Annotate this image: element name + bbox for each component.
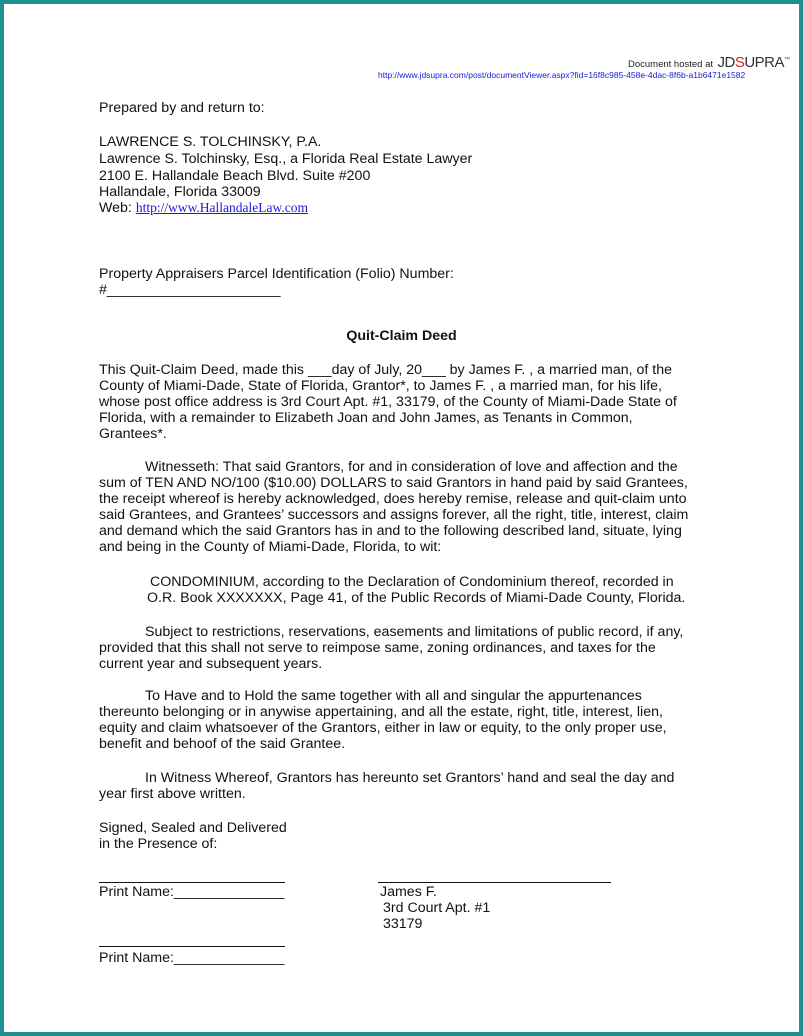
grantor-zip: 33179 [383,916,423,932]
jdsupra-logo: JDSUPRA™ [717,54,790,71]
grantor-address: 3rd Court Apt. #1 [383,900,491,916]
city-address: Hallandale, Florida 33009 [99,184,261,200]
witnesseth-line: and being in the County of Miami-Dade, Florida, to wit: [99,539,442,555]
subject-line: Subject to restrictions, reservations, easements and limitations of public record, if any, [145,624,684,640]
legal-description-line: O.R. Book XXXXXXX, Page 41, of the Public Records of Miami-Dade County, Florida. [147,590,686,606]
grantor-signature-line [378,882,611,883]
witness-signature-line-2 [99,946,285,947]
intro-line: whose post office address is 3rd Court Apt. #1, 33179, of the County of Miami-Dade State of [99,394,677,410]
document-title: Quit-Claim Deed [346,328,457,344]
witnesseth-line: Witnesseth: That said Grantors, for and in consideration of love and affection and the [145,459,678,475]
firm-name: LAWRENCE S. TOLCHINSKY, P.A. [99,134,322,150]
document-url-link[interactable]: http://www.jdsupra.com/post/documentViewer.aspx?fid=16f8c985-458e-4dac-8f6b-a1b6471e1582 [378,70,746,80]
intro-line: This Quit-Claim Deed, made this ___day of July, 20___ by James F. , a married man, of the [99,362,673,378]
intro-line: County of Miami-Dade, State of Florida, Grantor*, to James F. , a married man, for his life, [99,378,662,394]
subject-line: provided that this shall not serve to reimpose same, zoning ordinances, and taxes for the [99,640,656,656]
parcel-label: Property Appraisers Parcel Identification (Folio) Number: [99,266,454,282]
habendum-line: thereunto belonging or in anywise appertaining, and all the estate, right, title, interest, lien, [99,704,663,720]
prepared-label: Prepared by and return to: [99,100,265,116]
habendum-line: To Have and to Hold the same together with all and singular the appurtenances [145,688,642,704]
intro-line: Grantees*. [99,426,167,442]
print-name-field-2: Print Name:______________ [99,950,285,966]
grantor-name: James F. [380,884,437,900]
subject-line: current year and subsequent years. [99,656,323,672]
habendum-line: benefit and behoof of the said Grantee. [99,736,346,752]
web-label: Web: [99,200,132,216]
witnesseth-line: and demand which the said Grantors has in and to the following described land, situate, lying [99,523,682,539]
street-address: 2100 E. Hallandale Beach Blvd. Suite #200 [99,168,371,184]
signed-line: in the Presence of: [99,836,218,852]
witness-whereof-line: year first above written. [99,786,246,802]
web-row [99,200,308,216]
witnesseth-line: the receipt whereof is hereby acknowledged, does hereby remise, release and quit-claim unto [99,491,687,507]
legal-description-line: CONDOMINIUM, according to the Declaration of Condominium thereof, recorded in [150,574,674,590]
intro-line: Florida, with a remainder to Elizabeth Joan and John James, as Tenants in Common, [99,410,633,426]
witness-whereof-line: In Witness Whereof, Grantors has hereunto set Grantors’ hand and seal the day and [145,770,675,786]
signed-line: Signed, Sealed and Delivered [99,820,287,836]
habendum-line: equity and claim whatsoever of the Grantors, either in law or equity, to the only proper use, [99,720,667,736]
hosted-label: Document hosted at [628,59,714,70]
parcel-number-line: #______________________ [99,282,281,298]
website-link[interactable]: http://www.HallandaleLaw.com [135,200,309,215]
print-name-field-1: Print Name:______________ [99,884,285,900]
witnesseth-line: said Grantees, and Grantees’ successors and assigns forever, all the right, title, interest, claim [99,507,689,523]
witnesseth-line: sum of TEN AND NO/100 ($10.00) DOLLARS to said Grantors in hand paid by said Grantees, [99,475,688,491]
witness-signature-line-1 [99,882,285,883]
attorney-name: Lawrence S. Tolchinsky, Esq., a Florida Real Estate Lawyer [99,151,473,167]
